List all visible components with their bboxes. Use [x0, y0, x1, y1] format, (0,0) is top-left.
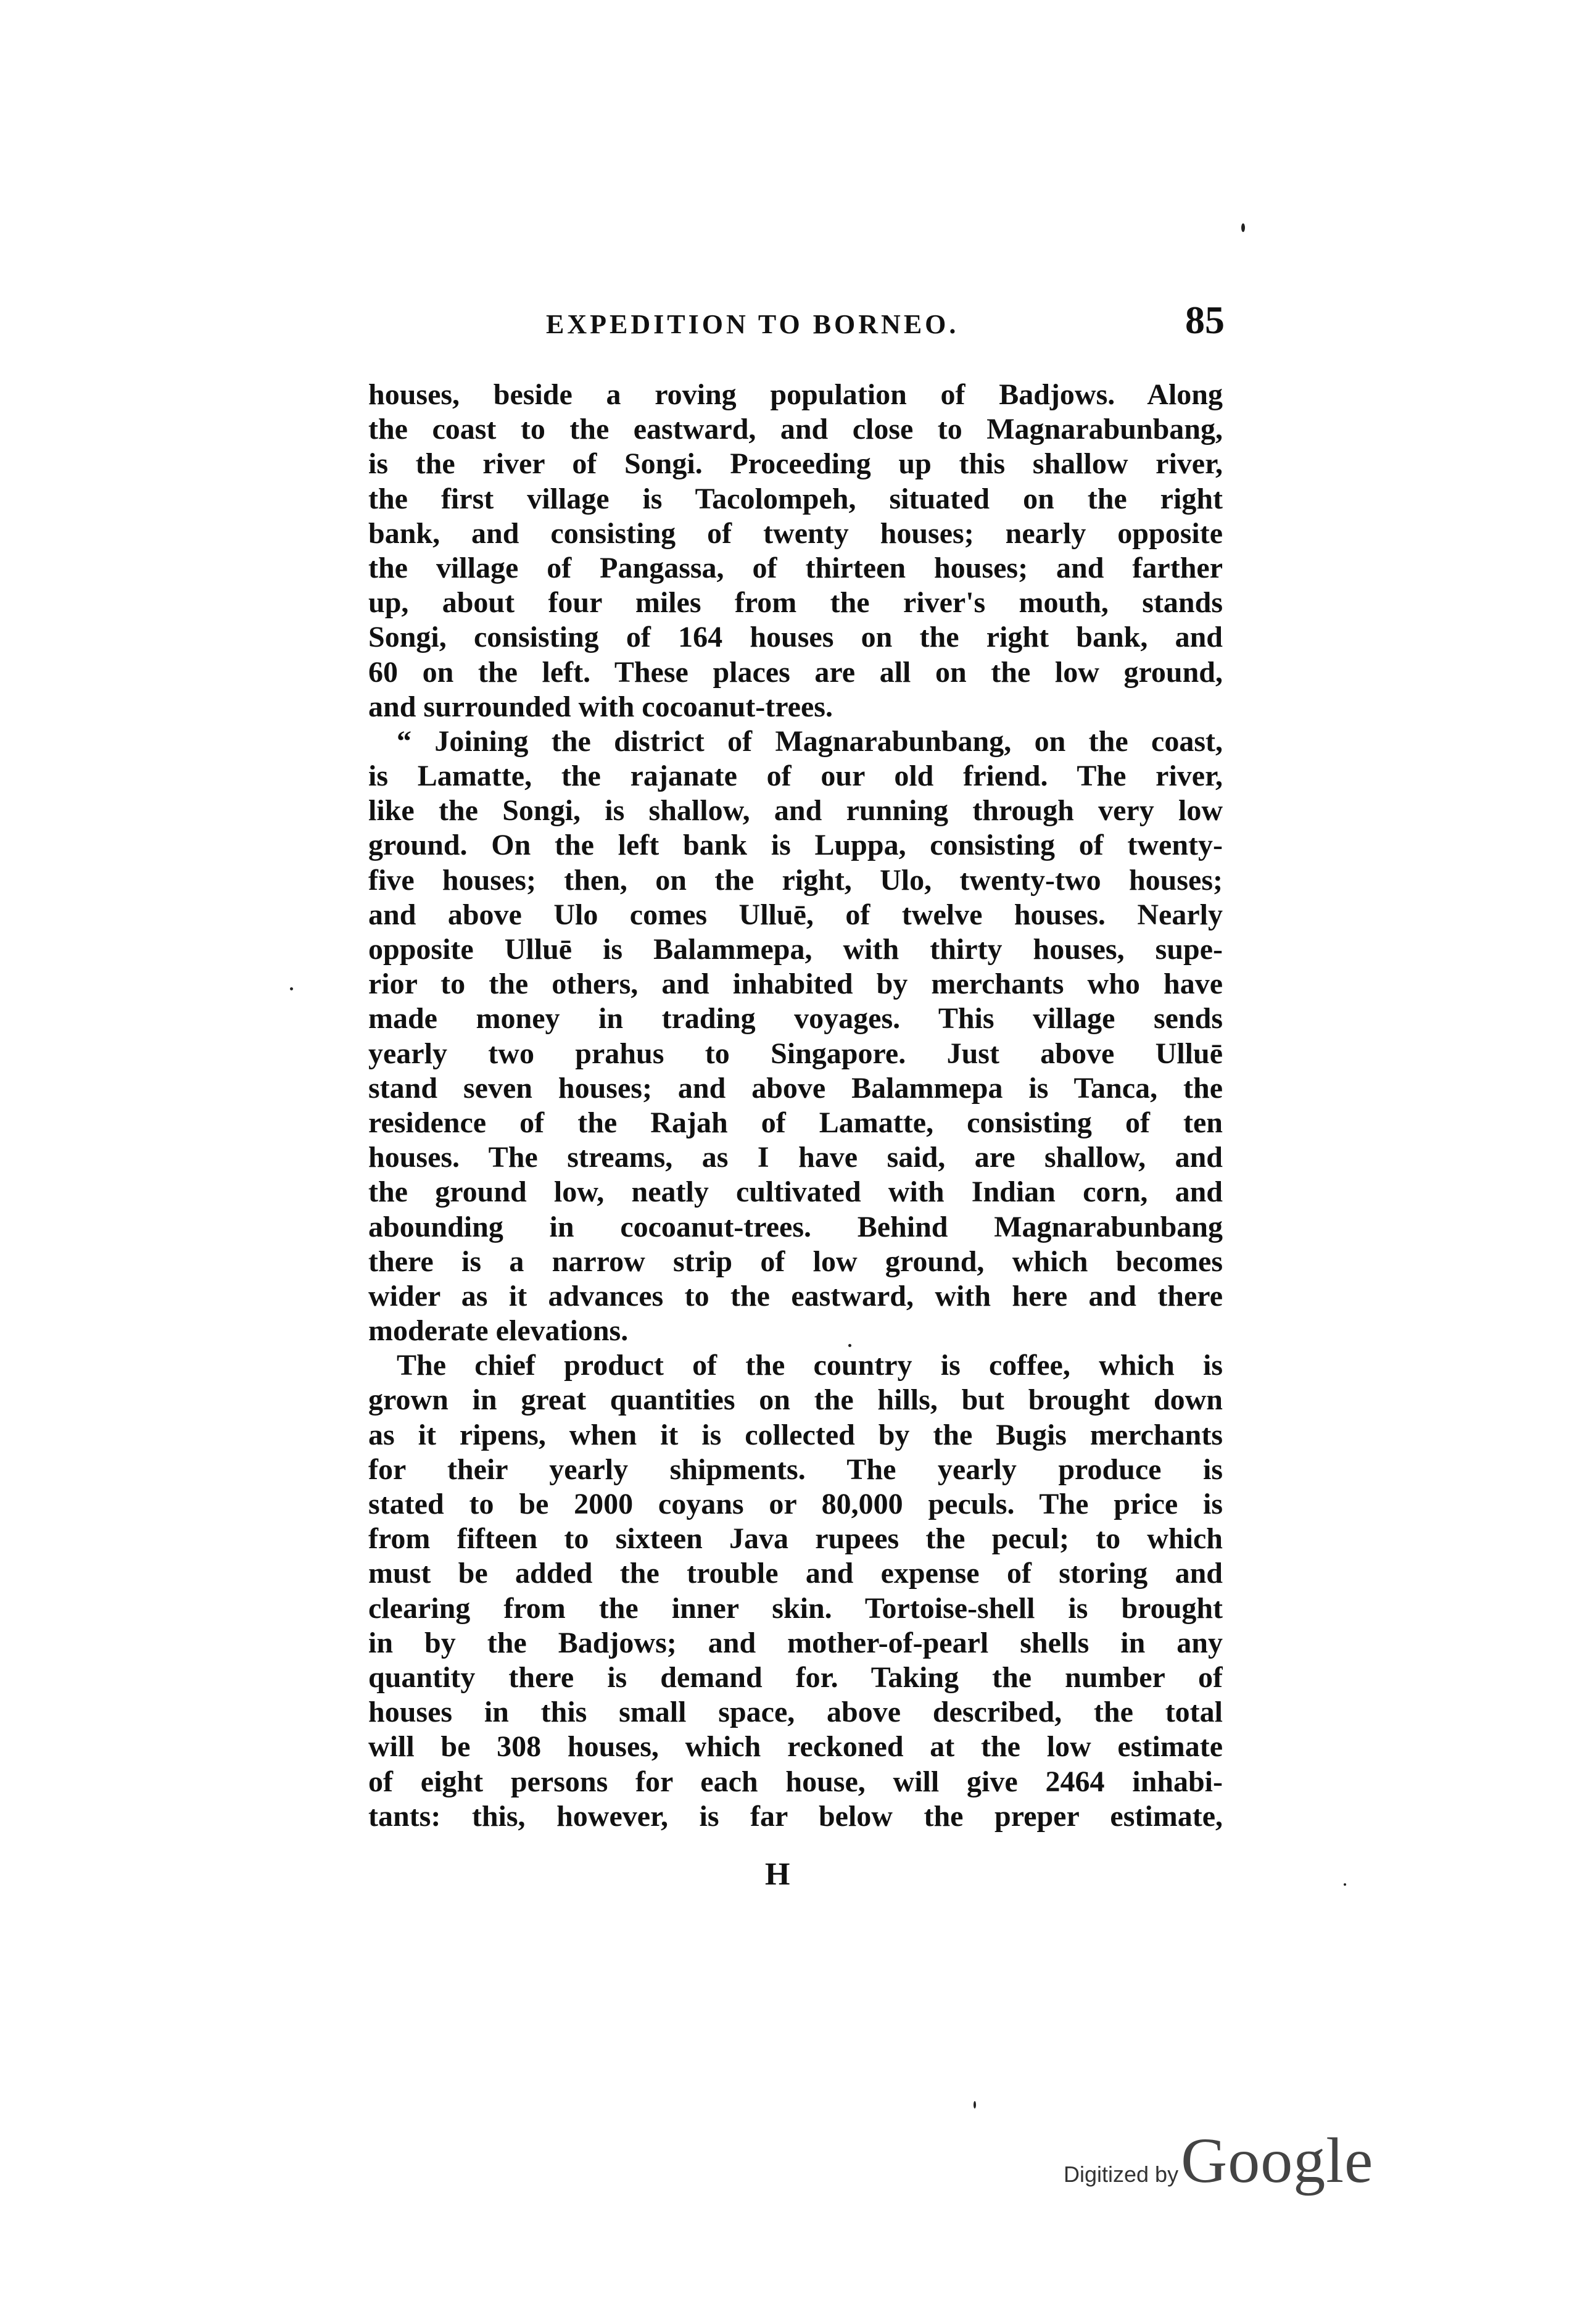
text-line: residence of the Rajah of Lamatte, consisting of ten — [368, 1106, 1223, 1139]
text-line: is the river of Songi. Proceeding up this shallow river, — [368, 447, 1223, 481]
ink-speck — [974, 2101, 976, 2108]
text-line: bank, and consisting of twenty houses; nearly opposite — [368, 516, 1223, 550]
text-line: tants: this, however, is far below the preper estimate, — [368, 1799, 1223, 1833]
text-line: up, about four miles from the river's mouth, stands — [368, 586, 1223, 620]
text-line: as it ripens, when it is collected by the Bugis merchants — [368, 1418, 1223, 1451]
text-line: in by the Badjows; and mother-of-pearl shells in any — [368, 1626, 1223, 1659]
text-line: ground. On the left bank is Luppa, consisting of twenty- — [368, 829, 1223, 862]
text-line: wider as it advances to the eastward, with here and there — [368, 1279, 1223, 1312]
text-line: is Lamatte, the rajanate of our old friend. The river, — [368, 760, 1223, 793]
text-line: grown in great quantities on the hills, but brought down — [368, 1383, 1223, 1417]
text-line: moderate elevations. — [368, 1314, 629, 1348]
ink-speck — [290, 987, 293, 990]
ink-speck — [1344, 1883, 1346, 1886]
text-line: made money in trading voyages. This village sends — [368, 1002, 1223, 1035]
text-line: Songi, consisting of 164 houses on the right bank, and — [368, 621, 1223, 654]
text-line: The chief product of the country is coffee, which is — [397, 1349, 1223, 1382]
text-line: the first village is Tacolompeh, situated on the right — [368, 482, 1223, 515]
text-line: must be added the trouble and expense of storing and — [368, 1557, 1223, 1590]
text-line: quantity there is demand for. Taking the number of — [368, 1661, 1223, 1694]
text-line: 60 on the left. These places are all on the low ground, — [368, 655, 1223, 689]
ink-speck — [1241, 223, 1245, 232]
text-line: like the Songi, is shallow, and running through very low — [368, 794, 1223, 827]
text-line: of eight persons for each house, will give 2464 inhabi- — [368, 1765, 1223, 1798]
text-line: houses in this small space, above described, the total — [368, 1696, 1223, 1729]
running-title: EXPEDITION TO BORNEO. — [546, 309, 959, 339]
digitized-label: Digitized by — [1064, 2162, 1179, 2187]
text-line: opposite Ulluē is Balammepa, with thirty houses, supe- — [368, 933, 1223, 966]
text-line: there is a narrow strip of low ground, which becomes — [368, 1245, 1223, 1278]
text-line: “ Joining the district of Magnarabunbang, on the coast, — [397, 724, 1223, 758]
text-line: the coast to the eastward, and close to Magnarabunbang, — [368, 413, 1223, 446]
text-line: for their yearly shipments. The yearly produce is — [368, 1453, 1223, 1486]
text-line: abounding in cocoanut-trees. Behind Magnarabunbang — [368, 1210, 1223, 1243]
signature-mark: H — [765, 1857, 790, 1892]
body-text — [368, 378, 1223, 1834]
text-line: will be 308 houses, which reckoned at the low estimate — [368, 1730, 1223, 1764]
text-line: five houses; then, on the right, Ulo, twenty-two houses; — [368, 863, 1223, 897]
digitized-by-google — [1064, 2124, 1374, 2196]
text-line: stand seven houses; and above Balammepa is Tanca, the — [368, 1071, 1223, 1105]
text-line: stated to be 2000 coyans or 80,000 peculs. The price is — [368, 1488, 1223, 1520]
text-line: yearly two prahus to Singapore. Just above Ulluē — [368, 1037, 1223, 1070]
running-head — [367, 297, 1225, 347]
text-line: from fifteen to sixteen Java rupees the pecul; to which — [368, 1522, 1223, 1556]
text-line: and surrounded with cocoanut-trees. — [368, 690, 833, 723]
text-line: and above Ulo comes Ulluē, of twelve houses. Nearly — [368, 898, 1223, 931]
text-line: houses, beside a roving population of Badjows. Along — [368, 378, 1223, 411]
text-line: the ground low, neatly cultivated with Indian corn, and — [368, 1176, 1223, 1209]
text-line: clearing from the inner skin. Tortoise-shell is brought — [368, 1591, 1223, 1625]
page-number: 85 — [1185, 298, 1225, 342]
text-line: rior to the others, and inhabited by merchants who have — [368, 968, 1223, 1001]
text-line: the village of Pangassa, of thirteen houses; and farther — [368, 551, 1223, 584]
text-line: houses. The streams, as I have said, are shallow, and — [368, 1141, 1223, 1174]
google-logo: Google — [1181, 2125, 1374, 2196]
